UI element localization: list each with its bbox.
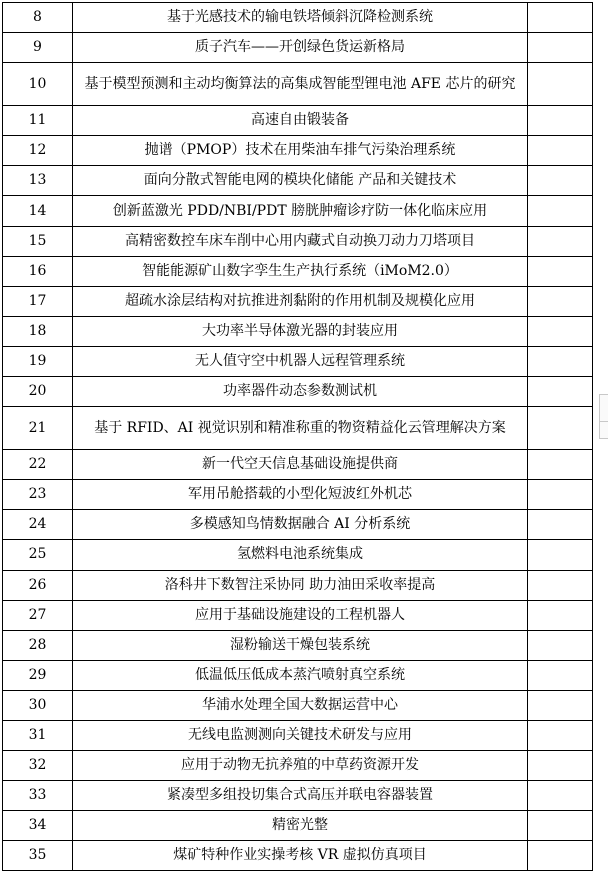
sheet-edge-handle [599, 394, 608, 422]
table-row [3, 106, 593, 136]
empty-cell [528, 570, 593, 600]
project-name-cell: 无线电监测测向关键技术研发与应用 [73, 720, 528, 750]
row-number-cell: 27 [3, 600, 73, 630]
row-number-cell: 24 [3, 510, 73, 540]
table-row [3, 751, 593, 781]
row-number-cell: 9 [3, 33, 73, 63]
table-row [3, 540, 593, 570]
row-number-cell: 19 [3, 346, 73, 376]
table-row [3, 377, 593, 407]
empty-cell [528, 690, 593, 720]
project-name-cell: 氢燃料电池系统集成 [73, 540, 528, 570]
sheet-edge-handle [599, 422, 608, 439]
table-row [3, 136, 593, 166]
row-number-cell: 18 [3, 316, 73, 346]
table-row [3, 660, 593, 690]
row-number-cell: 17 [3, 286, 73, 316]
row-number-cell: 28 [3, 630, 73, 660]
project-name-cell: 高精密数控车床车削中心用内藏式自动换刀动力刀塔项目 [73, 226, 528, 256]
empty-cell [528, 346, 593, 376]
table-row [3, 510, 593, 540]
project-name-cell: 高速自由锻装备 [73, 106, 528, 136]
empty-cell [528, 286, 593, 316]
project-table [2, 2, 593, 871]
row-number-cell: 21 [3, 407, 73, 450]
project-name-cell: 洛科井下数智注采协同 助力油田采收率提高 [73, 570, 528, 600]
empty-cell [528, 106, 593, 136]
project-name-cell: 军用吊舱搭载的小型化短波红外机芯 [73, 480, 528, 510]
table-row [3, 3, 593, 33]
row-number-cell: 20 [3, 377, 73, 407]
row-number-cell: 31 [3, 720, 73, 750]
empty-cell [528, 63, 593, 106]
project-table-body [3, 3, 593, 871]
project-name-cell: 煤矿特种作业实操考核 VR 虚拟仿真项目 [73, 841, 528, 871]
table-row [3, 256, 593, 286]
empty-cell [528, 720, 593, 750]
empty-cell [528, 480, 593, 510]
empty-cell [528, 630, 593, 660]
table-row [3, 407, 593, 450]
table-row [3, 570, 593, 600]
project-name-cell: 应用于动物无抗养殖的中草药资源开发 [73, 751, 528, 781]
empty-cell [528, 316, 593, 346]
row-number-cell: 29 [3, 660, 73, 690]
table-row [3, 630, 593, 660]
row-number-cell: 33 [3, 781, 73, 811]
project-name-cell: 新一代空天信息基础设施提供商 [73, 450, 528, 480]
row-number-cell: 10 [3, 63, 73, 106]
table-row [3, 450, 593, 480]
table-row [3, 33, 593, 63]
empty-cell [528, 841, 593, 871]
empty-cell [528, 751, 593, 781]
row-number-cell: 34 [3, 811, 73, 841]
row-number-cell: 30 [3, 690, 73, 720]
empty-cell [528, 166, 593, 196]
project-name-cell: 智能能源矿山数字孪生生产执行系统（iMoM2.0） [73, 256, 528, 286]
project-name-cell: 功率器件动态参数测试机 [73, 377, 528, 407]
table-row [3, 166, 593, 196]
row-number-cell: 32 [3, 751, 73, 781]
empty-cell [528, 450, 593, 480]
empty-cell [528, 600, 593, 630]
project-name-cell: 精密光整 [73, 811, 528, 841]
empty-cell [528, 226, 593, 256]
table-row [3, 480, 593, 510]
empty-cell [528, 256, 593, 286]
row-number-cell: 35 [3, 841, 73, 871]
project-name-cell: 多模感知鸟情数据融合 AI 分析系统 [73, 510, 528, 540]
row-number-cell: 12 [3, 136, 73, 166]
table-row [3, 600, 593, 630]
empty-cell [528, 33, 593, 63]
project-name-cell: 超疏水涂层结构对抗推进剂黏附的作用机制及规模化应用 [73, 286, 528, 316]
empty-cell [528, 377, 593, 407]
empty-cell [528, 510, 593, 540]
project-name-cell: 紧凑型多组投切集合式高压并联电容器装置 [73, 781, 528, 811]
empty-cell [528, 407, 593, 450]
table-row [3, 720, 593, 750]
empty-cell [528, 540, 593, 570]
row-number-cell: 23 [3, 480, 73, 510]
project-name-cell: 创新蓝激光 PDD/NBI/PDT 膀胱肿瘤诊疗防一体化临床应用 [73, 196, 528, 226]
table-row [3, 316, 593, 346]
empty-cell [528, 781, 593, 811]
row-number-cell: 16 [3, 256, 73, 286]
project-table-container [2, 2, 592, 871]
table-row [3, 346, 593, 376]
empty-cell [528, 3, 593, 33]
project-name-cell: 无人值守空中机器人远程管理系统 [73, 346, 528, 376]
row-number-cell: 14 [3, 196, 73, 226]
empty-cell [528, 811, 593, 841]
row-number-cell: 13 [3, 166, 73, 196]
project-name-cell: 抛谱（PMOP）技术在用柴油车排气污染治理系统 [73, 136, 528, 166]
project-name-cell: 低温低压低成本蒸汽喷射真空系统 [73, 660, 528, 690]
project-name-cell: 湿粉输送干燥包装系统 [73, 630, 528, 660]
project-name-cell: 应用于基础设施建设的工程机器人 [73, 600, 528, 630]
empty-cell [528, 196, 593, 226]
project-name-cell: 面向分散式智能电网的模块化储能 产品和关键技术 [73, 166, 528, 196]
table-row [3, 690, 593, 720]
row-number-cell: 22 [3, 450, 73, 480]
table-row [3, 286, 593, 316]
row-number-cell: 11 [3, 106, 73, 136]
row-number-cell: 15 [3, 226, 73, 256]
table-row [3, 781, 593, 811]
project-name-cell: 华浦水处理全国大数据运营中心 [73, 690, 528, 720]
table-row [3, 226, 593, 256]
row-number-cell: 25 [3, 540, 73, 570]
table-row [3, 63, 593, 106]
table-row [3, 196, 593, 226]
table-row [3, 841, 593, 871]
row-number-cell: 8 [3, 3, 73, 33]
project-name-cell: 基于 RFID、AI 视觉识别和精准称重的物资精益化云管理解决方案 [73, 407, 528, 450]
row-number-cell: 26 [3, 570, 73, 600]
project-name-cell: 基于模型预测和主动均衡算法的高集成智能型锂电池 AFE 芯片的研究 [73, 63, 528, 106]
project-name-cell: 质子汽车——开创绿色货运新格局 [73, 33, 528, 63]
empty-cell [528, 136, 593, 166]
project-name-cell: 大功率半导体激光器的封装应用 [73, 316, 528, 346]
project-name-cell: 基于光感技术的输电铁塔倾斜沉降检测系统 [73, 3, 528, 33]
table-row [3, 811, 593, 841]
empty-cell [528, 660, 593, 690]
